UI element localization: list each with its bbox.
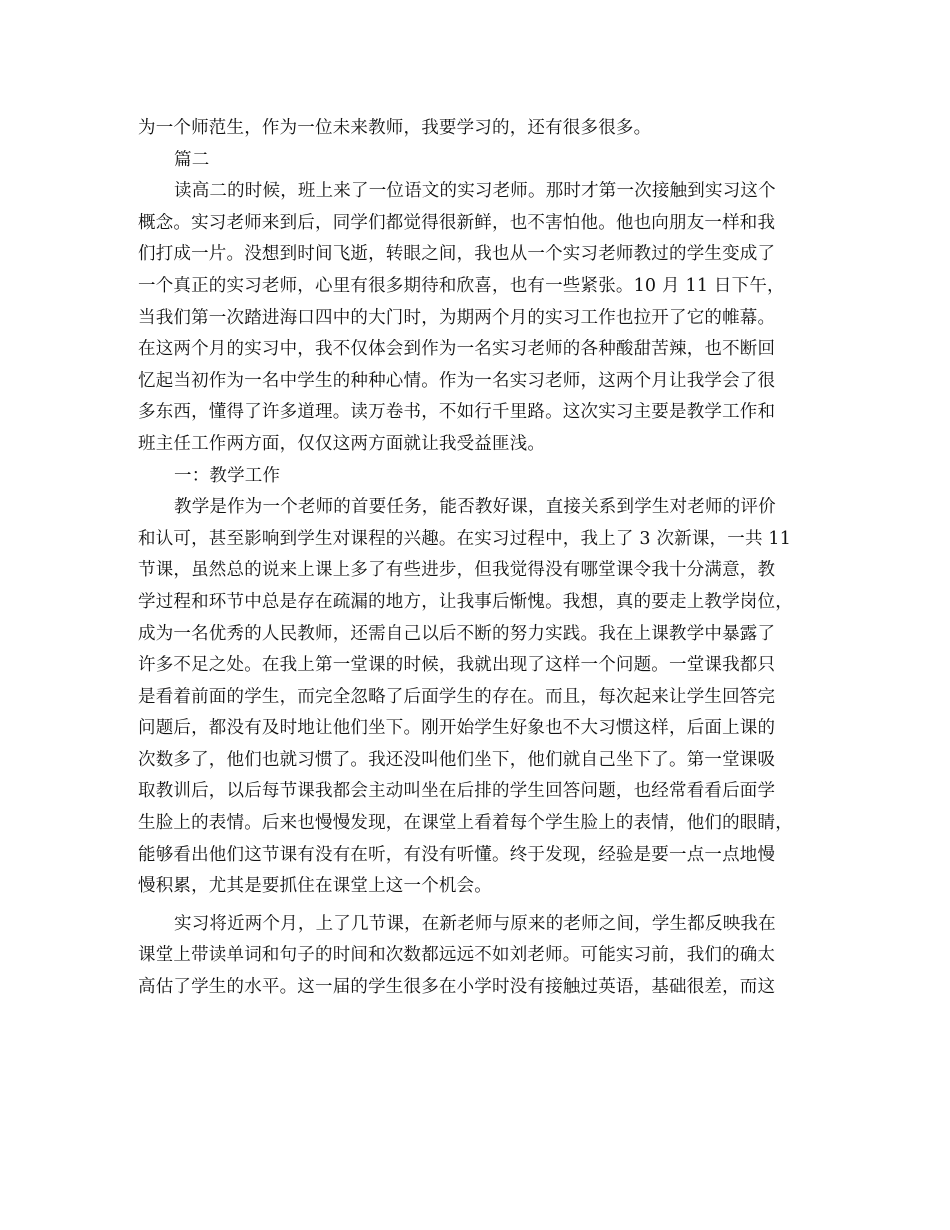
paragraph-line: 节课，虽然总的说来上课上多了有些进步，但我觉得没有哪堂课令我十分满意，教 [138, 560, 776, 581]
section-heading-pian-er: 篇二 [174, 149, 210, 170]
paragraph-line: 慢积累，尤其是要抓住在课堂上这一个机会。 [138, 876, 492, 897]
paragraph-line: 和认可，甚至影响到学生对课程的兴趣。在实习过程中，我上了 3 次新课，一共 11 [138, 528, 792, 549]
paragraph-line: 在这两个月的实习中，我不仅体会到作为一名实习老师的各种酸甜苦辣，也不断回 [138, 339, 776, 360]
paragraph-line: 们打成一片。没想到时间飞逝，转眼之间，我也从一个实习老师教过的学生变成了 [138, 244, 776, 265]
paragraph-line: 问题后，都没有及时地让他们坐下。刚开始学生好象也不大习惯这样，后面上课的 [138, 718, 776, 739]
paragraph-line: 多东西，懂得了许多道理。读万卷书，不如行千里路。这次实习主要是教学工作和 [138, 402, 776, 423]
paragraph-line: 次数多了，他们也就习惯了。我还没叫他们坐下，他们就自己坐下了。第一堂课吸 [138, 749, 776, 770]
paragraph-line: 一个真正的实习老师，心里有很多期待和欣喜，也有一些紧张。10 月 11 日下午， [138, 275, 785, 296]
paragraph-line: 成为一名优秀的人民教师，还需自己以后不断的努力实践。我在上课教学中暴露了 [138, 623, 776, 644]
paragraph-line: 概念。实习老师来到后，同学们都觉得很新鲜，也不害怕他。他也向朋友一样和我 [138, 212, 776, 233]
paragraph-line: 能够看出他们这节课有没有在听，有没有听懂。终于发现，经验是要一点一点地慢 [138, 844, 776, 865]
body-line: 为一个师范生，作为一位未来教师，我要学习的，还有很多很多。 [138, 118, 652, 138]
paragraph-line: 学过程和环节中总是存在疏漏的地方，让我事后惭愧。我想，真的要走上教学岗位， [138, 591, 793, 612]
section-heading-teaching: 一：教学工作 [174, 465, 281, 486]
paragraph-line: 读高二的时候，班上来了一位语文的实习老师。那时才第一次接触到实习这个 [174, 181, 776, 202]
paragraph-line: 当我们第一次踏进海口四中的大门时，为期两个月的实习工作也拉开了它的帷幕。 [138, 307, 776, 328]
paragraph-line: 课堂上带读单词和句子的时间和次数都远远不如刘老师。可能实习前，我们的确太 [138, 945, 776, 966]
paragraph-line: 班主任工作两方面，仅仅这两方面就让我受益匪浅。 [138, 433, 546, 454]
paragraph-line: 生脸上的表情。后来也慢慢发现，在课堂上看着每个学生脸上的表情，他们的眼睛， [138, 813, 793, 834]
document-body [138, 113, 814, 1004]
paragraph-line: 实习将近两个月，上了几节课，在新老师与原来的老师之间，学生都反映我在 [174, 913, 776, 934]
paragraph-line: 是看着前面的学生，而完全忽略了后面学生的存在。而且，每次起来让学生回答完 [138, 686, 776, 707]
paragraph-line: 许多不足之处。在我上第一堂课的时候，我就出现了这样一个问题。一堂课我都只 [138, 655, 776, 676]
paragraph-line: 忆起当初作为一名中学生的种种心情。作为一名实习老师，这两个月让我学会了很 [138, 370, 776, 391]
paragraph-line: 取教训后，以后每节课我都会主动叫坐在后排的学生回答问题，也经常看看后面学 [138, 781, 776, 802]
paragraph-line: 高估了学生的水平。这一届的学生很多在小学时没有接触过英语，基础很差，而这 [138, 977, 776, 998]
paragraph-line: 教学是作为一个老师的首要任务，能否教好课，直接关系到学生对老师的评价 [174, 497, 776, 518]
